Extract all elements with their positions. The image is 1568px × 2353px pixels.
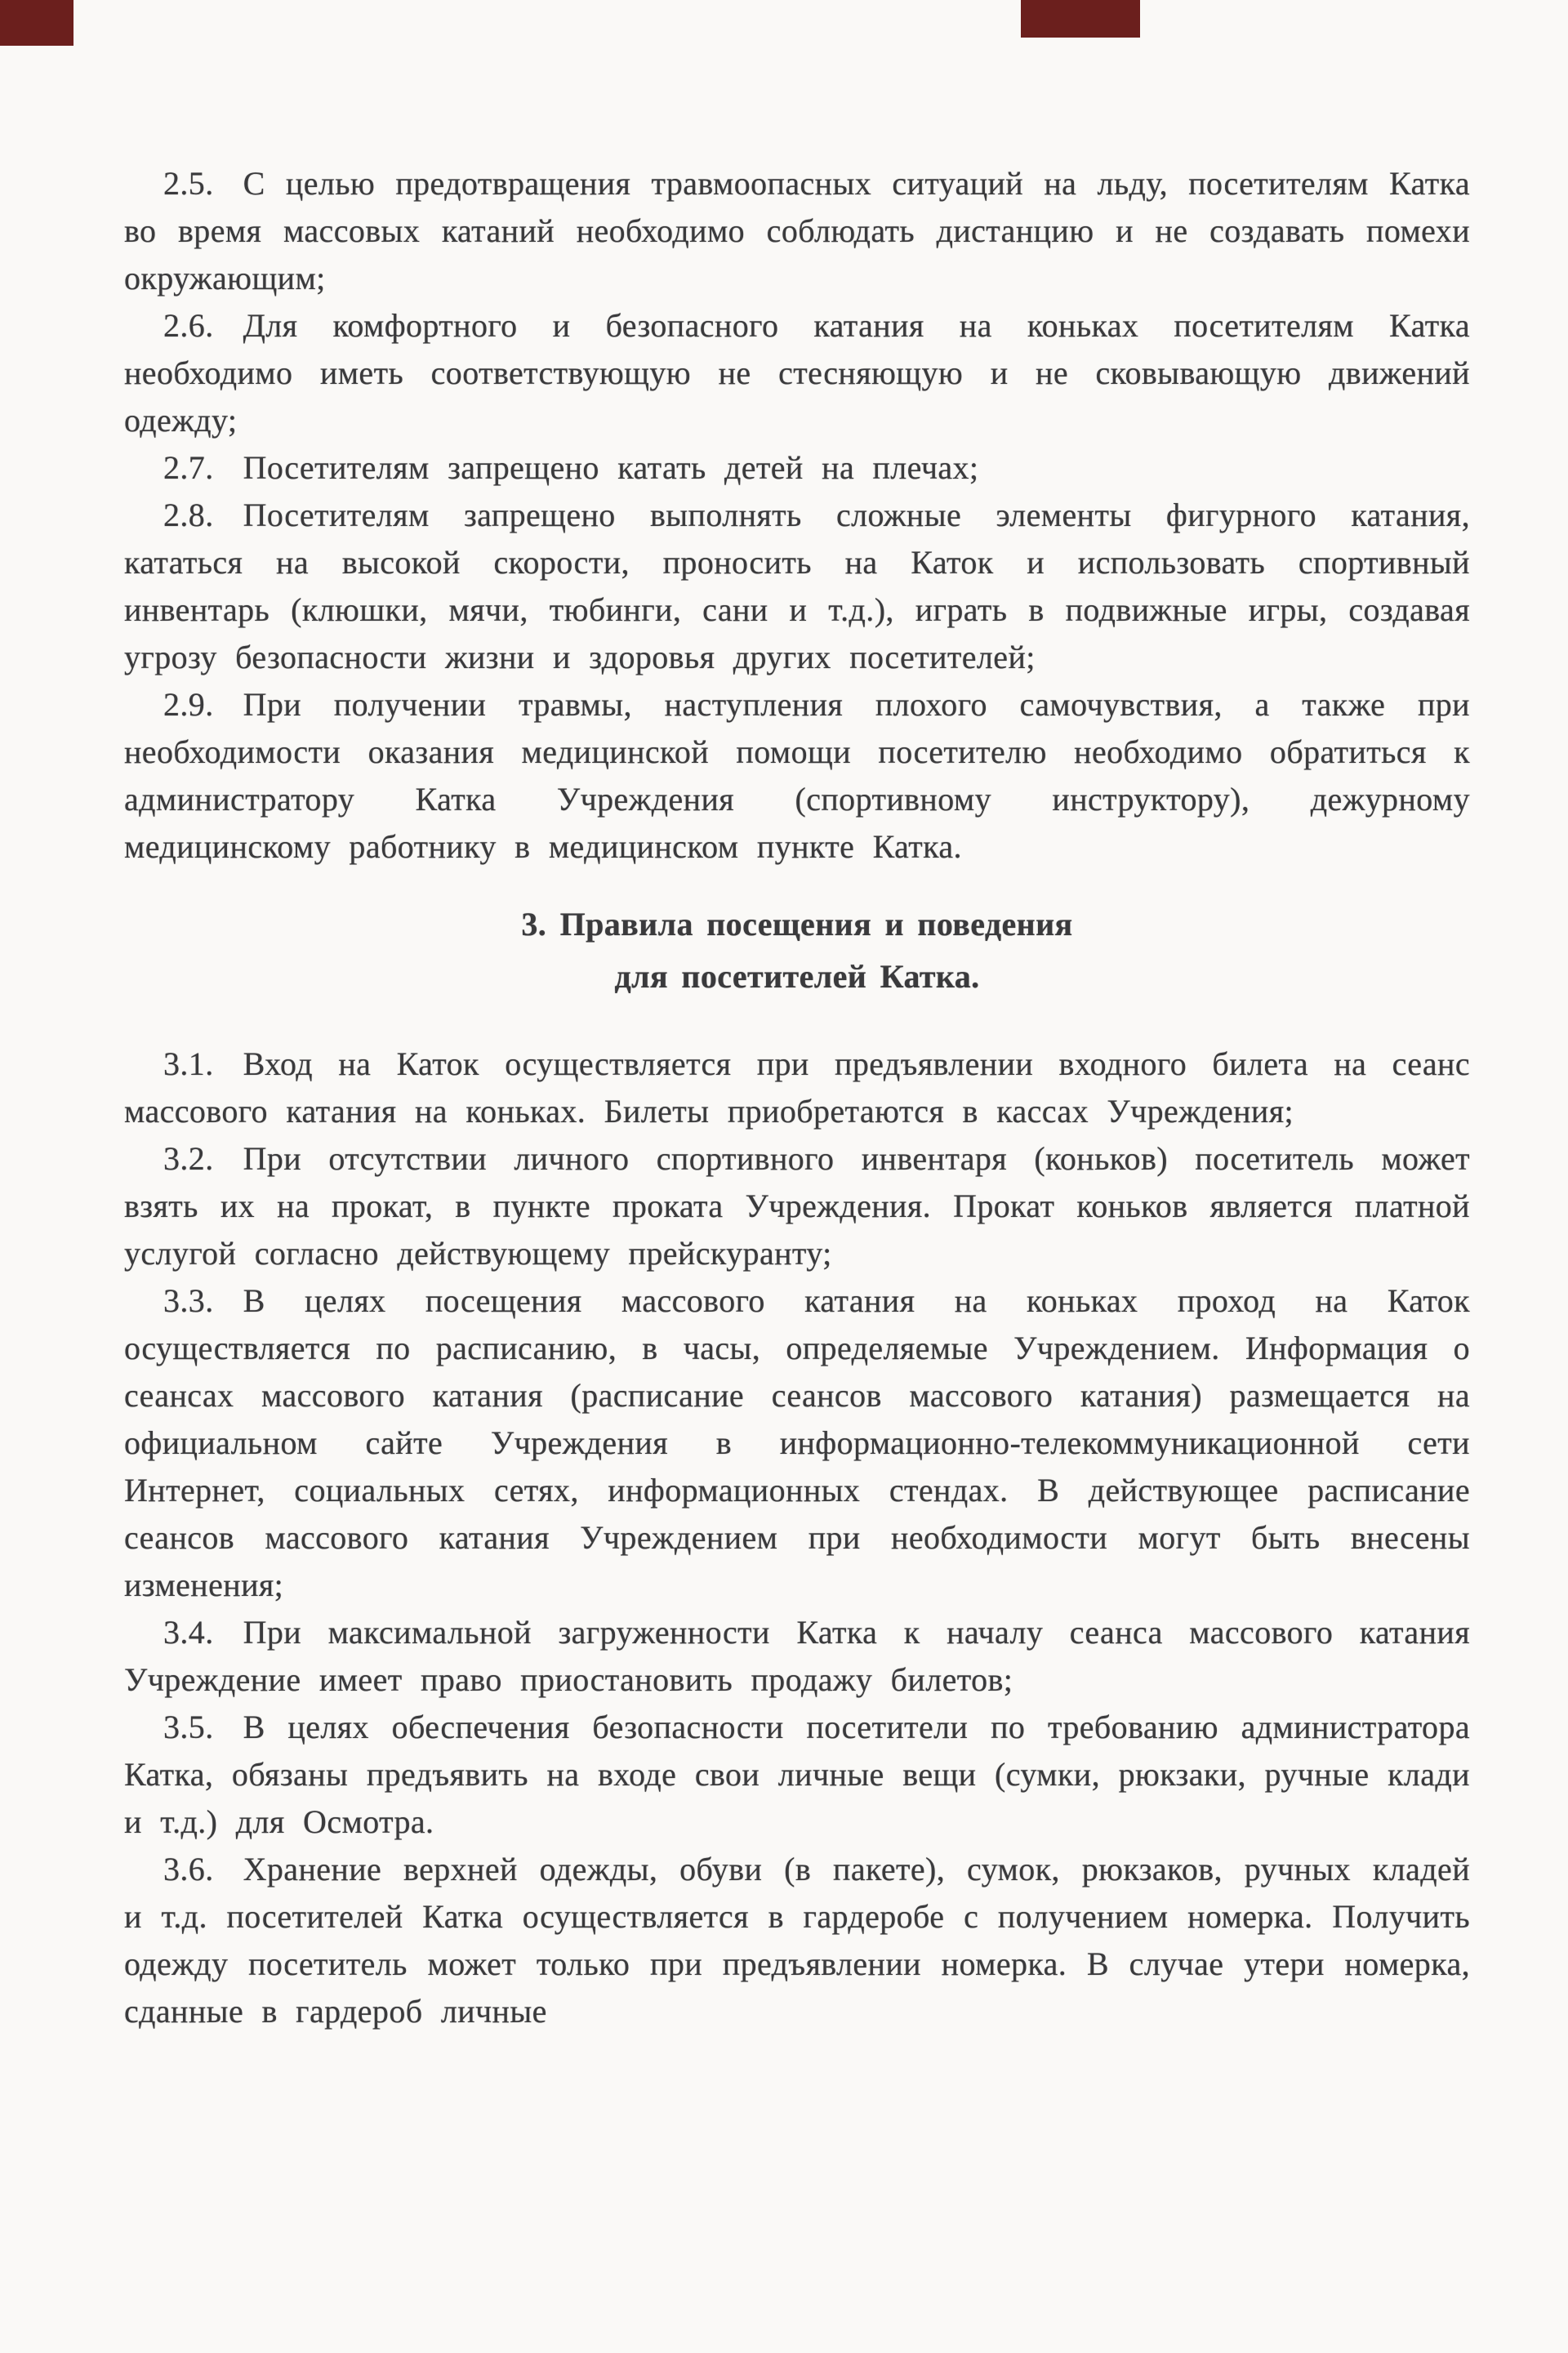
item-number-3-2: 3.2.	[163, 1140, 214, 1177]
paragraph-3-3	[124, 1277, 1470, 1609]
item-number-3-4: 3.4.	[163, 1614, 214, 1651]
item-number-2-9: 2.9.	[163, 686, 214, 723]
item-number-3-3: 3.3.	[163, 1282, 214, 1319]
item-text-3-1: Вход на Каток осуществляется при предъявлении входного билета на сеанс массового катания на коньках. Билеты приобретаются в кассах Учреждения;	[124, 1045, 1470, 1130]
item-text-3-5: В целях обеспечения безопасности посетители по требованию администратора Катка, обязаны предъявить на входе свои личные вещи (сумки, рюкзаки, ручные клади и т.д.) для Осмотра.	[124, 1709, 1470, 1840]
scan-artifact-top-right	[1021, 0, 1140, 38]
paragraph-2-5	[124, 160, 1470, 302]
paragraph-3-4	[124, 1609, 1470, 1704]
item-number-3-1: 3.1.	[163, 1045, 214, 1082]
item-number-2-6: 2.6.	[163, 307, 214, 344]
paragraph-3-1	[124, 1041, 1470, 1135]
paragraph-2-9	[124, 681, 1470, 871]
item-text-3-4: При максимальной загруженности Катка к началу сеанса массового катания Учреждение имеет право приостановить продажу билетов;	[124, 1614, 1470, 1698]
item-text-3-6: Хранение верхней одежды, обуви (в пакете), сумок, рюкзаков, ручных кладей и т.д. посетителей Катка осуществляется в гардеробе с получением номерка. Получить одежду посетитель может только при предъявлении номерка. В случае утери номерка, сданные в гардероб личные	[124, 1851, 1470, 2030]
item-number-2-5: 2.5.	[163, 165, 214, 202]
document-body	[124, 160, 1470, 2035]
item-text-2-9: При получении травмы, наступления плохого самочувствия, а также при необходимости оказания медицинской помощи посетителю необходимо обратиться к администратору Катка Учреждения (спортивному инструктору), дежурному медицинскому работнику в медицинском пункте Катка.	[124, 686, 1470, 865]
paragraph-2-7	[124, 444, 1470, 492]
scan-artifact-top-left	[0, 0, 74, 46]
item-text-2-8: Посетителям запрещено выполнять сложные элементы фигурного катания, кататься на высокой скорости, проносить на Каток и использовать спортивный инвентарь (клюшки, мячи, тюбинги, сани и т.д.), играть в подвижные игры, создавая угрозу безопасности жизни и здоровья других посетителей;	[124, 497, 1470, 675]
item-number-2-8: 2.8.	[163, 497, 214, 533]
paragraph-3-2	[124, 1135, 1470, 1277]
section-heading-line2: для посетителей Катка.	[614, 958, 980, 995]
section-heading-line1: 3. Правила посещения и поведения	[521, 906, 1073, 943]
item-number-3-5: 3.5.	[163, 1709, 214, 1745]
paragraph-2-6	[124, 302, 1470, 444]
item-text-2-7: Посетителям запрещено катать детей на плечах;	[243, 449, 979, 486]
item-text-3-2: При отсутствии личного спортивного инвентаря (коньков) посетитель может взять их на прокат, в пункте проката Учреждения. Прокат коньков является платной услугой согласно действующему прейскуранту;	[124, 1140, 1470, 1272]
item-text-2-5: С целью предотвращения травмоопасных ситуаций на льду, посетителям Катка во время массовых катаний необходимо соблюдать дистанцию и не создавать помехи окружающим;	[124, 165, 1470, 296]
section-heading	[124, 898, 1470, 1003]
paragraph-3-6	[124, 1846, 1470, 2035]
item-number-3-6: 3.6.	[163, 1851, 214, 1887]
paragraph-2-8	[124, 492, 1470, 681]
paragraph-3-5	[124, 1704, 1470, 1846]
item-number-2-7: 2.7.	[163, 449, 214, 486]
item-text-2-6: Для комфортного и безопасного катания на коньках посетителям Катка необходимо иметь соответствующую не стесняющую и не сковывающую движений одежду;	[124, 307, 1470, 439]
item-text-3-3: В целях посещения массового катания на коньках проход на Каток осуществляется по расписанию, в часы, определяемые Учреждением. Информация о сеансах массового катания (расписание сеансов массового катания) размещается на официальном сайте Учреждения в информационно-телекоммуникационной сети Интернет, социальных сетях, информационных стендах. В действующее расписание сеансов массового катания Учреждением при необходимости могут быть внесены изменения;	[124, 1282, 1470, 1603]
